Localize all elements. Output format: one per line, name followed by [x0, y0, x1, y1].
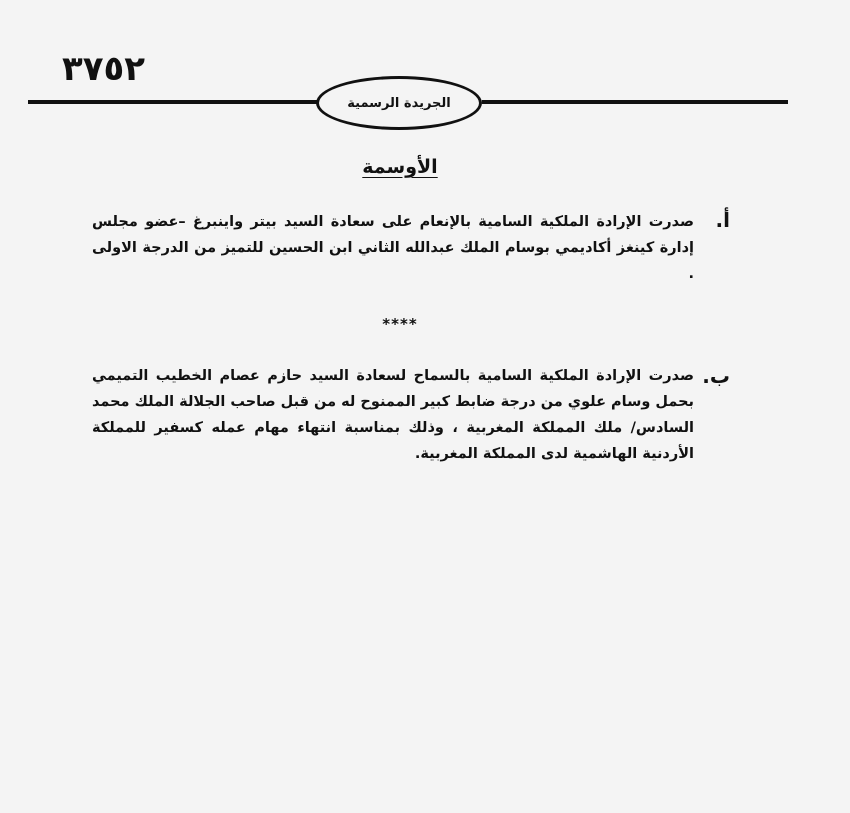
header-rule-left: [28, 100, 320, 104]
item-a-text: صدرت الإرادة الملكية السامية بالإنعام على سعادة السيد بيتر واينبرغ –عضو مجلس إدارة كينغز أكاديمي بوسام الملك عبدالله الثاني ابن الحسين للتميز من الدرجة الاولى .: [92, 214, 694, 282]
item-b-marker: ب.: [702, 364, 730, 388]
masthead-oval: [316, 76, 482, 130]
separator: ****: [382, 315, 418, 333]
item-b-text: صدرت الإرادة الملكية السامية بالسماح لسعادة السيد حازم عصام الخطيب التميمي بحمل وسام علوي من درجة ضابط كبير الممنوح له من قبل صاحب الجلالة الملك محمد السادس/ ملك المملكة المغربية ، وذلك بمناسبة انتهاء مهام عمله كسفير للمملكة الأردنية الهاشمية لدى المملكة المغربية.: [92, 368, 694, 462]
masthead-title: الجريدة الرسمية: [347, 95, 451, 111]
item-a-marker: أ.: [715, 208, 730, 232]
section-title: الأوسمة: [362, 156, 438, 178]
page-number: ٣٧٥٢: [62, 49, 146, 89]
header-rule-right: [482, 100, 788, 104]
